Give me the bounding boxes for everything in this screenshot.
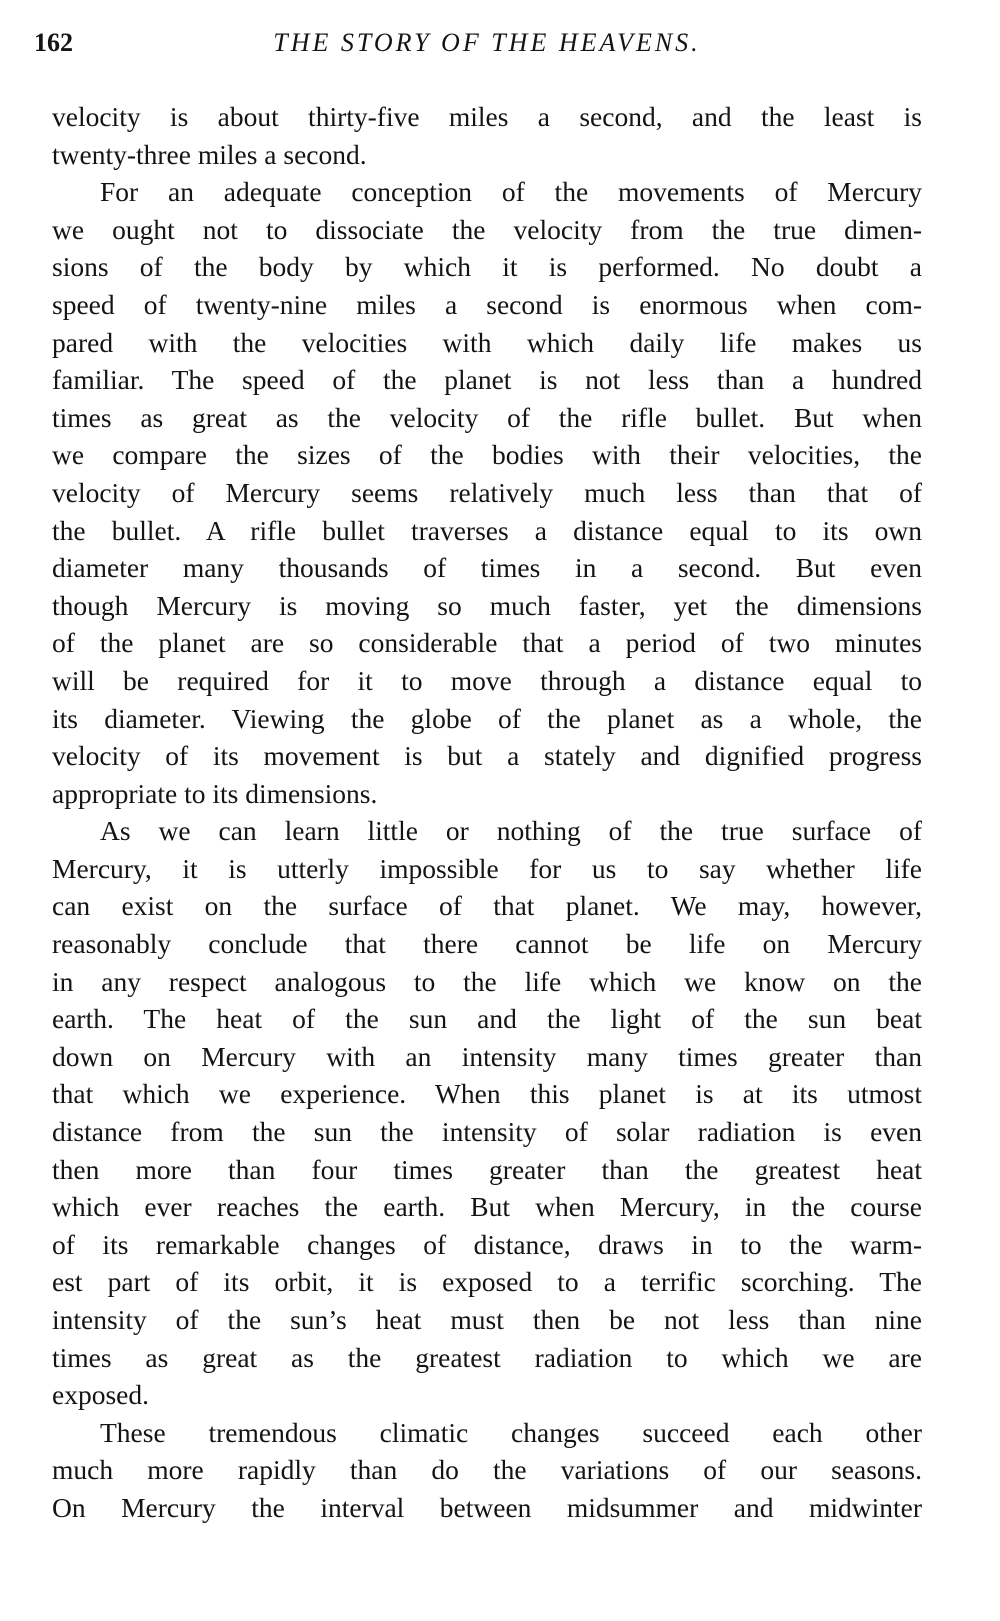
body-text <box>52 98 922 1527</box>
text-line: down on Mercury with an intensity many times greater than <box>52 1040 922 1072</box>
text-line: distance from the sun the intensity of solar radiation is even <box>52 1116 922 1148</box>
text-line: its diameter. Viewing the globe of the planet as a whole, the <box>52 702 922 734</box>
text-line: For an adequate conception of the movements of Mercury <box>100 176 922 208</box>
text-line: est part of its orbit, it is exposed to a terrific scorching. The <box>52 1266 922 1298</box>
text-line: in any respect analogous to the life which we know on the <box>52 965 922 997</box>
text-line: can exist on the surface of that planet. We may, however, <box>52 890 922 922</box>
running-head <box>34 22 922 66</box>
text-line: that which we experience. When this planet is at its utmost <box>52 1078 922 1110</box>
text-line: Mercury, it is utterly impossible for us to say whether life <box>52 852 922 884</box>
text-line: of the planet are so considerable that a period of two minutes <box>52 627 922 659</box>
text-line: times as great as the greatest radiation to which we are <box>52 1341 922 1373</box>
text-line: which ever reaches the earth. But when Mercury, in the course <box>52 1191 922 1223</box>
text-line: of its remarkable changes of distance, draws in to the warm- <box>52 1228 922 1260</box>
text-line: exposed. <box>52 1379 149 1411</box>
text-line: velocity of its movement is but a stately and dignified progress <box>52 740 922 772</box>
text-line: velocity of Mercury seems relatively much less than that of <box>52 476 922 508</box>
text-line: As we can learn little or nothing of the true surface of <box>100 815 922 847</box>
text-line: velocity is about thirty-five miles a second, and the least is <box>52 101 922 132</box>
text-line: On Mercury the interval between midsummer and midwinter <box>52 1491 922 1523</box>
text-line: appropriate to its dimensions. <box>52 777 378 809</box>
running-head-title: THE STORY OF THE HEAVENS. <box>273 28 701 57</box>
text-line: will be required for it to move through a distance equal to <box>52 664 922 696</box>
text-line: we ought not to dissociate the velocity from the true dimen- <box>52 213 922 245</box>
text-line: sions of the body by which it is performed. No doubt a <box>52 251 922 283</box>
text-line: pared with the velocities with which daily life makes us <box>52 326 922 358</box>
page-number: 162 <box>34 28 73 57</box>
text-line: we compare the sizes of the bodies with their velocities, the <box>52 439 922 471</box>
text-line: twenty-three miles a second. <box>52 138 367 170</box>
text-line: though Mercury is moving so much faster, yet the dimensions <box>52 589 922 621</box>
text-line: These tremendous climatic changes succeed each other <box>100 1416 922 1448</box>
text-line: diameter many thousands of times in a second. But even <box>52 552 922 584</box>
text-line: the bullet. A rifle bullet traverses a distance equal to its own <box>52 514 922 546</box>
text-line: intensity of the sun’s heat must then be not less than nine <box>52 1304 922 1335</box>
text-line: much more rapidly than do the variations of our seasons. <box>52 1454 922 1486</box>
text-line: reasonably conclude that there cannot be life on Mercury <box>52 928 922 960</box>
text-line: earth. The heat of the sun and the light of the sun beat <box>52 1003 922 1035</box>
text-line: familiar. The speed of the planet is not less than a hundred <box>52 364 922 396</box>
text-line: speed of twenty-nine miles a second is enormous when com- <box>52 288 922 320</box>
book-page <box>34 22 922 1527</box>
text-line: then more than four times greater than the greatest heat <box>52 1153 922 1185</box>
text-line: times as great as the velocity of the rifle bullet. But when <box>52 401 922 433</box>
